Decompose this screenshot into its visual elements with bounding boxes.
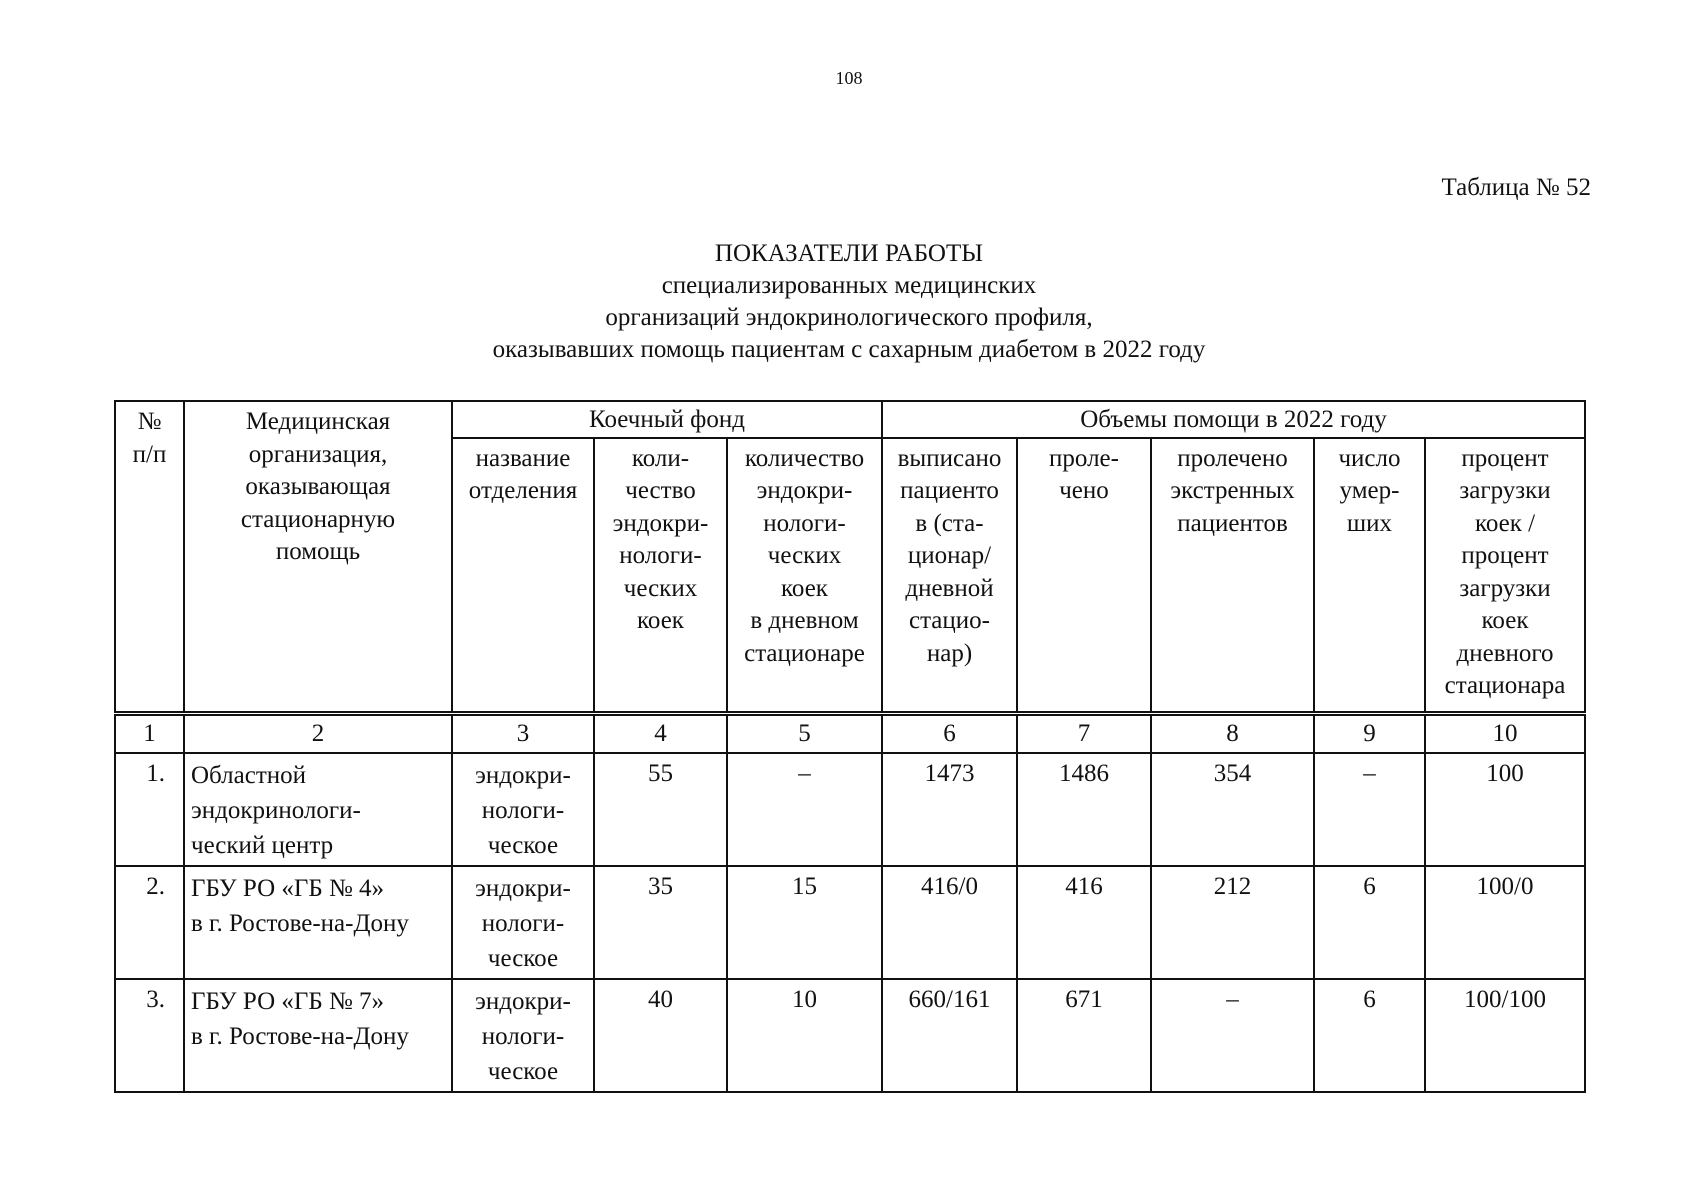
row-org: ГБУ РО «ГБ № 4» в г. Ростове-на-Дону: [184, 866, 452, 979]
header-dept-name: название отделения: [452, 438, 594, 714]
column-number: 2: [184, 713, 452, 753]
header-group-beds: Коечный фонд: [452, 401, 882, 438]
row-org: ГБУ РО «ГБ № 7» в г. Ростове-на-Дону: [184, 979, 452, 1092]
row-deaths: 6: [1314, 979, 1425, 1092]
row-beds-day: 10: [727, 979, 882, 1092]
header-treated: проле- чено: [1017, 438, 1151, 714]
row-treated: 416: [1017, 866, 1151, 979]
header-num: № п/п: [115, 401, 184, 713]
table-row: [115, 866, 1585, 979]
column-number-row: [115, 713, 1585, 753]
column-number: 1: [115, 713, 184, 753]
page-number: 108: [835, 68, 863, 88]
column-number: 3: [452, 713, 594, 753]
row-discharged: 1473: [882, 753, 1017, 866]
row-treated: 671: [1017, 979, 1151, 1092]
header-discharged: выписано пациенто в (ста- ционар/ дневной стацио- нар): [882, 438, 1017, 714]
row-beds-day: –: [727, 753, 882, 866]
table-row: [115, 753, 1585, 866]
row-dept: эндокри- нологи- ческое: [452, 979, 594, 1092]
row-beds-endo: 40: [594, 979, 727, 1092]
row-bed-load: 100/100: [1425, 979, 1585, 1092]
row-discharged: 416/0: [882, 866, 1017, 979]
row-org: Областной эндокринологи- ческий центр: [184, 753, 452, 866]
row-bed-load: 100/0: [1425, 866, 1585, 979]
row-beds-endo: 55: [594, 753, 727, 866]
title-line-4: оказывавших помощь пациентам с сахарным диабетом в 2022 году: [492, 336, 1206, 363]
row-treated-emergency: 354: [1151, 753, 1314, 866]
row-beds-endo: 35: [594, 866, 727, 979]
row-beds-day: 15: [727, 866, 882, 979]
column-number: 8: [1151, 713, 1314, 753]
column-number: 10: [1425, 713, 1585, 753]
column-number: 7: [1017, 713, 1151, 753]
header-deaths: число умер- ших: [1314, 438, 1425, 714]
row-dept: эндокри- нологи- ческое: [452, 753, 594, 866]
table-label: Таблица № 52: [1441, 174, 1591, 201]
table-row: [115, 979, 1585, 1092]
row-treated-emergency: 212: [1151, 866, 1314, 979]
row-deaths: 6: [1314, 866, 1425, 979]
header-bed-load: процент загрузки коек / процент загрузки коек дневного стационара: [1425, 438, 1585, 714]
header-group-volume: Объемы помощи в 2022 году: [882, 401, 1585, 438]
performance-table: [114, 400, 1586, 1093]
header-org: Медицинская организация, оказывающая стационарную помощь: [184, 401, 452, 713]
row-deaths: –: [1314, 753, 1425, 866]
header-row-groups: [115, 401, 1585, 438]
column-number: 4: [594, 713, 727, 753]
header-beds-day: количество эндокри- нологи- ческих коек в дневном стационаре: [727, 438, 882, 714]
row-discharged: 660/161: [882, 979, 1017, 1092]
title-line-3: организаций эндокринологического профиля,: [605, 304, 1093, 331]
row-num: 2.: [115, 866, 184, 979]
title-line-2: специализированных медицинских: [661, 272, 1037, 299]
column-number: 5: [727, 713, 882, 753]
row-bed-load: 100: [1425, 753, 1585, 866]
row-treated-emergency: –: [1151, 979, 1314, 1092]
row-num: 1.: [115, 753, 184, 866]
title-line-1: ПОКАЗАТЕЛИ РАБОТЫ: [714, 240, 984, 267]
header-treated-emergency: пролечено экстренных пациентов: [1151, 438, 1314, 714]
row-dept: эндокри- нологи- ческое: [452, 866, 594, 979]
header-beds-endo: коли- чество эндокри- нологи- ческих коек: [594, 438, 727, 714]
table-title: [0, 238, 1698, 366]
column-number: 9: [1314, 713, 1425, 753]
row-treated: 1486: [1017, 753, 1151, 866]
row-num: 3.: [115, 979, 184, 1092]
column-number: 6: [882, 713, 1017, 753]
